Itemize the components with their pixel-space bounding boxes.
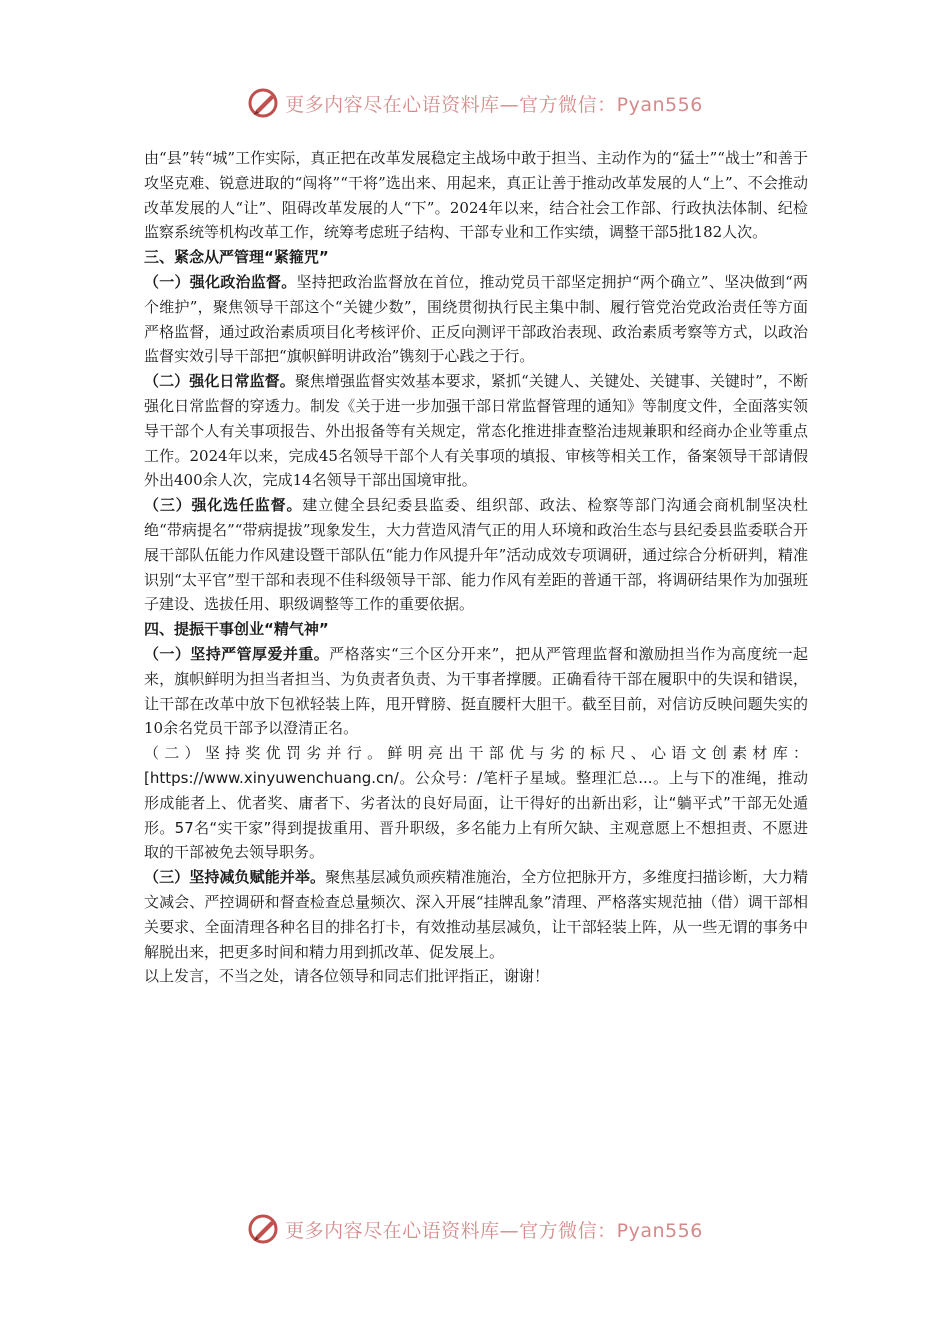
text-3-1: 坚持把政治监督放在首位，推动党员干部坚定拥护“两个确立”、坚决做到“两个维护”，聚焦领导干部这个“关键少数”，围绕贯彻执行民主集中制、履行管党治党政治责任等方面严格监督，通过政治素质项目化考核评价、正反向测评干部政治表现、政治素质考察等方式，以政治监督实效引导干部把“旗帜鲜明讲政治”镌刻于心践之于行。 <box>144 272 808 366</box>
subheading-3-3: （三）强化选任监督。 <box>144 496 303 515</box>
paragraph-3-3 <box>144 493 808 617</box>
text-4-1: 严格落实“三个区分开来”，把从严管理监督和激励担当作为高度统一起来，旗帜鲜明为担当者担当、为负责者负责、为干事者撑腰。正确看待干部在履职中的失误和错误，让干部在改革中放下包袱轻装上阵，甩开臂膀、挺直腰杆大胆干。截至目前，对信访反映问题失实的10余名党员干部予以澄清正名。 <box>144 644 808 738</box>
subheading-4-1: （一）坚持严管厚爱并重。 <box>144 644 330 663</box>
closing-remark: 以上发言，不当之处，请各位领导和同志们批评指正，谢谢！ <box>144 967 550 986</box>
section-heading-3: 三、紧念从严管理“紧箍咒” <box>144 248 329 267</box>
paragraph-4-2: （二）坚持奖优罚劣并行。鲜明亮出干部优与劣的标尺、心语文创素材库：[https://www.xinyuwenchuang.cn/。公众号：/笔杆子星域。整理汇总...。上与下的准绳，推动形成能者上、优者奖、庸者下、劣者汰的良好局面，让干得好的出新出彩，让“躺平式”干部无处遁形。57名“实干家”得到提拔重用、晋升职级，多名能力上有所欠缺、主观意愿上不想担责、不愿进取的干部被免去领导职务。 <box>144 744 808 862</box>
footer-banner-text: 更多内容尽在心语资料库—官方微信：Pyan556 <box>285 1219 703 1242</box>
header-banner <box>0 86 950 120</box>
section-heading-4: 四、提振干事创业“精气神” <box>144 620 329 639</box>
text-3-2: 聚焦增强监督实效基本要求，紧抓“关键人、关键处、关键事、关键时”，不断强化日常监督的穿透力。制发《关于进一步加强干部日常监督管理的通知》等制度文件，全面落实领导干部个人有关事项报告、外出报备等有关规定，常态化推进排查整治违规兼职和经商办企业等重点工作。2024年以来，完成45名领导干部个人有关事项的填报、审核等相关工作，备案领导干部请假外出400余人次，完成14名领导干部出国境审批。 <box>144 372 808 490</box>
paragraph-3-1 <box>144 270 808 369</box>
pen-logo-icon <box>247 86 281 120</box>
pen-logo-icon <box>247 1212 281 1246</box>
subheading-3-1: （一）强化政治监督。 <box>144 272 297 291</box>
subheading-3-2: （二）强化日常监督。 <box>144 372 295 391</box>
text-3-3: 建立健全县纪委县监委、组织部、政法、检察等部门沟通会商机制坚决杜绝“带病提名”“带病提拔”现象发生，大力营造风清气正的用人环境和政治生态与县纪委县监委联合开展干部队伍能力作风建设暨干部队伍“能力作风提升年”活动成效专项调研，通过综合分析研判，精准识别“太平官”型干部和表现不佳科级领导干部、能力作风有差距的普通干部，将调研结果作为加强班子建设、选拔任用、职级调整等工作的重要依据。 <box>144 496 808 614</box>
footer-banner <box>0 1212 950 1246</box>
text-4-3: 聚焦基层减负顽疾精准施治，全方位把脉开方，多维度扫描诊断，大力精文减会、严控调研和督查检查总量频次、深入开展“挂牌乱象”清理、严格落实规范抽（借）调干部相关要求、全面清理各种名目的排名打卡，有效推动基层减负，让干部轻装上阵，从一些无谓的事务中解脱出来，把更多时间和精力用到抓改革、促发展上。 <box>144 868 808 961</box>
subheading-4-3: （三）坚持减负赋能并举。 <box>144 868 326 887</box>
paragraph-4-3 <box>144 865 808 964</box>
document-body <box>144 146 808 989</box>
header-banner-text: 更多内容尽在心语资料库—官方微信：Pyan556 <box>285 93 703 116</box>
paragraph-3-2 <box>144 369 808 493</box>
paragraph-intro: 由“县”转“城”工作实际，真正把在改革发展稳定主战场中敢于担当、主动作为的“猛士”“战士”和善于攻坚克难、锐意进取的“闯将”“干将”选出来、用起来，真正让善于推动改革发展的人“上”、不会推动改革发展的人“让”、阻碍改革发展的人“下”。2024年以来，结合社会工作部、行政执法体制、纪检监察系统等机构改革工作，统筹考虑班子结构、干部专业和工作实绩，调整干部5批182人次。 <box>144 149 808 242</box>
paragraph-4-1 <box>144 642 808 741</box>
